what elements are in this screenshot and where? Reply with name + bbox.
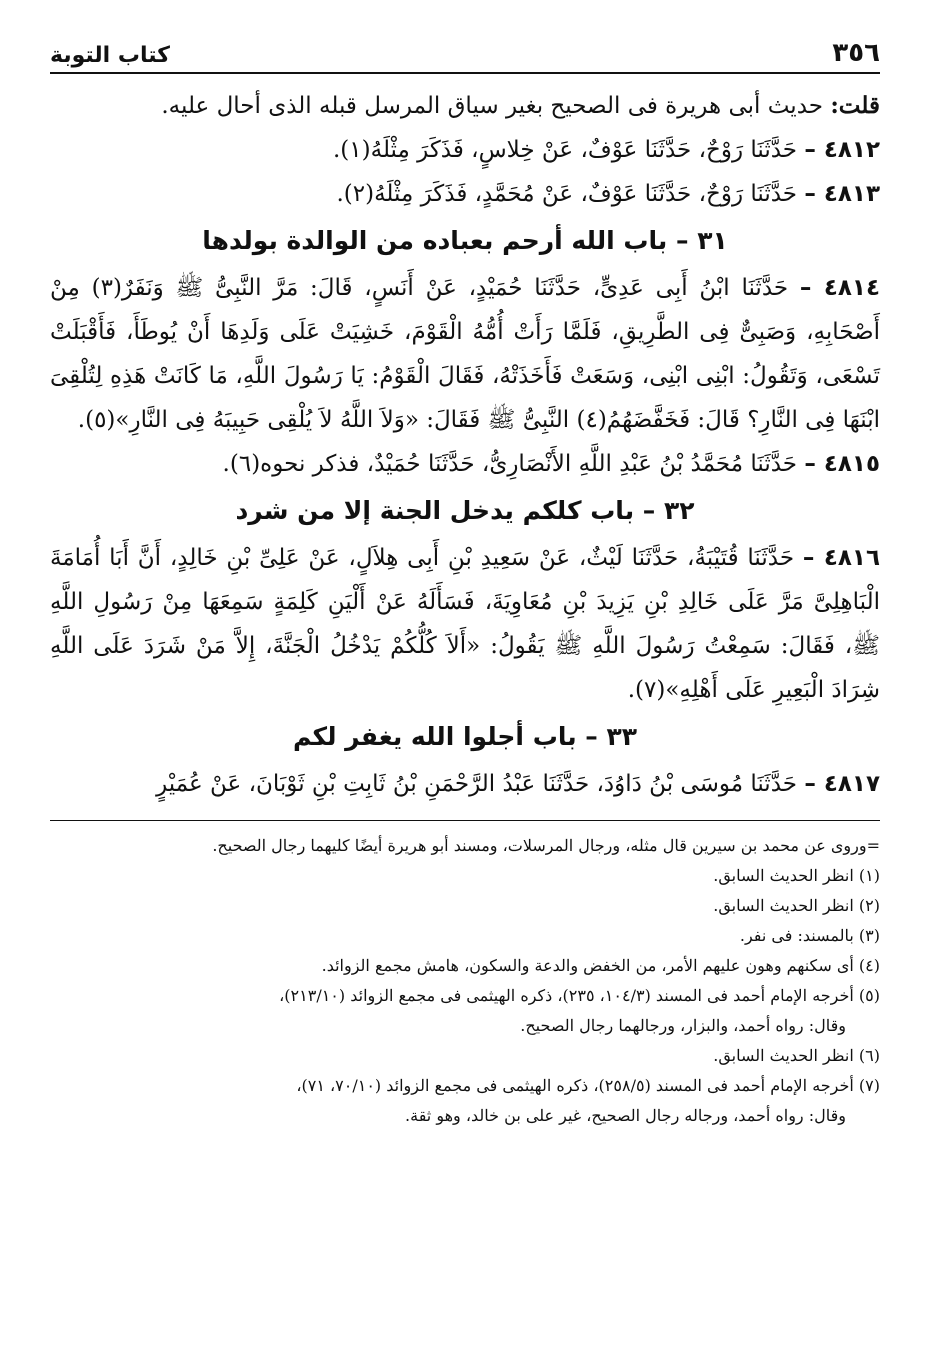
footnote-7: (٧) أخرجه الإمام أحمد فى المسند (٢٥٨/٥)، ذكره الهيثمى فى مجمع الزوائد (٧٠/١٠، ٧١)، <box>296 1076 880 1095</box>
editor-note-label: قلت: <box>830 92 880 119</box>
hadith-4817 <box>50 762 880 806</box>
hadith-number: ٤٨١٥ – <box>804 451 880 477</box>
hadith-number: ٤٨١٢ – <box>804 137 880 163</box>
hadith-number: ٤٨١٧ – <box>804 771 880 797</box>
footnote-3: (٣) بالمسند: فى نفر. <box>739 926 880 945</box>
hadith-4812 <box>50 128 880 172</box>
hadith-4815 <box>50 442 880 486</box>
hadith-4813 <box>50 172 880 216</box>
footnote-5-cont: وقال: رواه أحمد، والبزار، ورجالهما رجال الصحيح. <box>520 1016 846 1035</box>
hadith-text: حَدَّثَنَا مُوسَى بْنُ دَاوُدَ، حَدَّثَنَا عَبْدُ الرَّحْمَنِ بْنُ ثَابِتِ بْنِ ثَوْبَانَ، عَنْ عُمَيْرٍ <box>156 771 798 797</box>
footnote-divider <box>50 820 880 821</box>
hadith-4814 <box>50 266 880 442</box>
main-text <box>50 84 880 806</box>
footnote-6: (٦) انظر الحديث السابق. <box>713 1046 880 1065</box>
editor-note-text: حديث أبى هريرة فى الصحيح بغير سياق المرسل قبله الذى أحال عليه. <box>161 93 823 119</box>
book-title: كتاب التوبة <box>50 43 170 68</box>
footnote-7-cont: وقال: رواه أحمد، ورجاله رجال الصحيح، غير على بن خالد، وهو ثقة. <box>405 1106 846 1125</box>
hadith-number: ٤٨١٣ – <box>804 181 880 207</box>
hadith-text: حَدَّثَنَا ابْنُ أَبِى عَدِىٍّ، حَدَّثَنَا حُمَيْدٍ، عَنْ أَنَسٍ، قَالَ: مَرَّ النَّبِىُّ ﷺ وَنَفَرٌ(٣) مِنْ أَصْحَابِهِ، وَصَبِىٌّ فِى الطَّرِيقِ، فَلَمَّا رَأَتْ أُمُّهُ الْقَوْمَ، خَشِيَتْ عَلَى وَلَدِهَا أَنْ يُوطَأَ، فَأَقْبَلَتْ تَسْعَى، وَتَقُولُ: ابْنِى ابْنِى، وَسَعَتْ فَأَخَذَتْهُ، فَقَالَ الْقَوْمُ: يَا رَسُولَ اللَّهِ، مَا كَانَتْ هَذِهِ لِتُلْقِىَ ابْنَهَا فِى النَّارِ؟ قَالَ: فَخَفَّضَهُمُ(٤) النَّبِىُّ ﷺ فَقَالَ: «وَلاَ اللَّهُ لاَ يُلْقِى حَبِيبَهُ فِى النَّارِ»(٥). <box>50 275 880 433</box>
footnote-2: (٢) انظر الحديث السابق. <box>713 896 880 915</box>
hadith-text: حَدَّثَنَا مُحَمَّدُ بْنُ عَبْدِ اللَّهِ الأَنْصَارِىُّ، حَدَّثَنَا حُمَيْدٌ، فذكر نحوه(٦). <box>222 451 798 477</box>
page-number: ٣٥٦ <box>832 38 880 68</box>
footnote-1: (١) انظر الحديث السابق. <box>713 866 880 885</box>
footnotes <box>50 831 880 1131</box>
hadith-text: حَدَّثَنَا رَوْحٌ، حَدَّثَنَا عَوْفٌ، عَنْ مُحَمَّدٍ، فَذَكَرَ مِثْلَهُ(٢). <box>336 181 798 207</box>
footnote-4: (٤) أى سكنهم وهون عليهم الأمر، من الخفض والدعة والسكون، هامش مجمع الزوائد. <box>321 956 880 975</box>
hadith-4816 <box>50 536 880 712</box>
running-header <box>50 30 880 74</box>
footnote-5: (٥) أخرجه الإمام أحمد فى المسند (١٠٤/٣، ٢٣٥)، ذكره الهيثمى فى مجمع الزوائد (٢١٣/١٠)، <box>279 986 880 1005</box>
hadith-text: حَدَّثَنَا قُتَيْبَةُ، حَدَّثَنَا لَيْثٌ، عَنْ سَعِيدِ بْنِ أَبِى هِلاَلٍ، عَنْ عَلِىِّ بْنِ خَالِدٍ، أَنَّ أَبَا أُمَامَةَ الْبَاهِلِىَّ مَرَّ عَلَى خَالِدِ بْنِ يَزِيدَ بْنِ مُعَاوِيَةَ، فَسَأَلَهُ عَنْ أَلْيَنِ كَلِمَةٍ سَمِعَهَا مِنْ رَسُولِ اللَّهِ ﷺ، فَقَالَ: سَمِعْتُ رَسُولَ اللَّهِ ﷺ يَقُولُ: «أَلاَ كُلُّكُمْ يَدْخُلُ الْجَنَّةَ، إِلاَّ مَنْ شَرَدَ عَلَى اللَّهِ شِرَادَ الْبَعِيرِ عَلَى أَهْلِهِ»(٧). <box>50 545 880 703</box>
footnote-continuation: =وروى عن محمد بن سيرين قال مثله، ورجال المرسلات، ومسند أبو هريرة أيضًا كليهما رجال الصحيح. <box>212 836 880 855</box>
hadith-number: ٤٨١٤ – <box>799 275 880 301</box>
editor-note <box>50 84 880 128</box>
chapter-heading-31: ٣١ – باب الله أرحم بعباده من الوالدة بولدها <box>202 226 728 255</box>
hadith-text: حَدَّثَنَا رَوْحٌ، حَدَّثَنَا عَوْفٌ، عَنْ خِلاسٍ، فَذَكَرَ مِثْلَهُ(١). <box>332 137 798 163</box>
chapter-heading-32: ٣٢ – باب كلكم يدخل الجنة إلا من شرد <box>235 496 695 525</box>
book-page <box>50 30 880 1131</box>
chapter-heading-33: ٣٣ – باب أجلوا الله يغفر لكم <box>292 722 638 751</box>
hadith-number: ٤٨١٦ – <box>802 545 880 571</box>
